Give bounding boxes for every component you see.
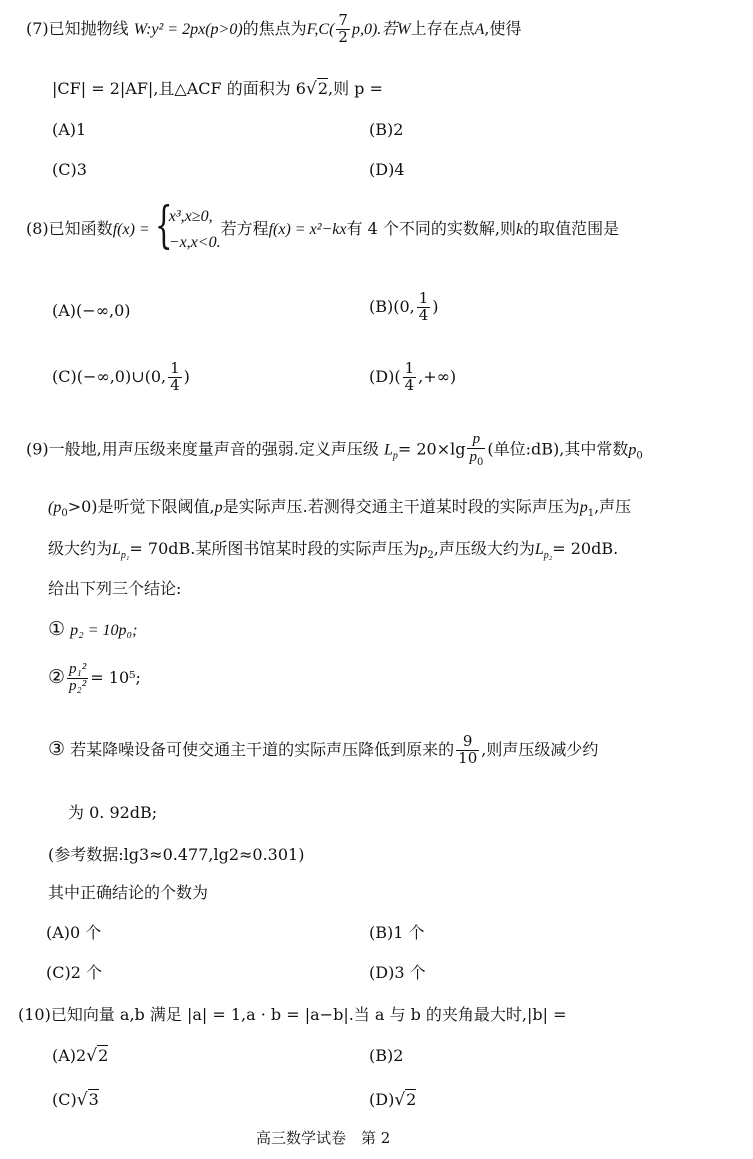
q7-option-b[interactable]: (B)2 [369,120,404,139]
q9-option-a[interactable]: (A)0 个 [46,923,102,942]
q9-reference-data: (参考数据:lg3≈0.477,lg2≈0.301) [48,845,305,864]
q8-case-1: x³,x≥0, [168,208,213,225]
q8-text-3: 有 4 个不同的实数解,则 [346,219,516,239]
q7-text-4: 上存在点 [410,18,475,38]
q8-option-a[interactable]: (A)(−∞,0) [52,301,131,320]
q8-k: k [515,221,524,239]
q8-piecewise: { x³,x≥0, −x,x<0. [154,196,221,254]
q7-text-1: 已知抛物线 [48,18,129,38]
q9-conclusion-3: ③ 若某降噪设备可使交通主干道的实际声压降低到原来的 $\frac{9}{10}$ ,则声压级减少约 [48,732,599,767]
q7-curve-name-2: W [397,20,411,38]
q7-equation: :y² = 2px(p>0) [146,20,243,38]
q9-conclusion-1: ① p₂ = 10p₀; [48,618,138,640]
q7-text-5: ,使得 [484,18,522,38]
q9-line3: 级大约为$L_{p_1}= 70dB$.某所图书馆某时段的实际声压为$p_2$,声压级大约为$L_{p_2}= 20dB$. [48,539,619,561]
q8-case-2: −x,x<0. [168,233,221,251]
q9-option-d[interactable]: (D)3 个 [369,963,426,982]
q10-option-a[interactable]: (A)2√2 [52,1046,109,1066]
q8-line1 [26,196,620,255]
q7-line2-radicand: 2 [317,79,328,98]
q7-number: (7) [26,18,49,38]
q8-text-4: 的取值范围是 [523,219,620,239]
q8-text-1: 已知函数 [48,219,113,239]
q7-option-c[interactable]: (C)3 [52,160,87,179]
q9-option-b[interactable]: (B)1 个 [369,923,425,942]
q7-line1 [26,13,522,46]
q9-prompt: 给出下列三个结论: [48,579,182,598]
q8-text-2: 若方程 [220,219,269,239]
q10-option-b[interactable]: (B)2 [369,1046,404,1065]
q10-option-d[interactable]: (D)√2 [369,1090,417,1110]
q8-option-b[interactable]: (B)(0, $\frac{1}{4}$ ) [369,289,439,324]
q10-text: 已知向量 a,b 满足 |a| = 1,a · b = |a−b|.当 a 与 b 的夹角最大时,|b| = [50,1005,567,1024]
q7-c-fraction: $\frac{7}{2}$ [338,11,348,46]
q9-formula-fraction: $\frac{p}{p_0}$ [469,431,484,468]
q9-number: (9) [26,439,49,459]
q10-line1 [18,1002,567,1025]
q8-function: f(x) = [112,221,150,239]
q9-line2: $(p_0>0)$是听觉下限阈值,p是实际声压.若测得交通主干道某时段的实际声压为$p_1$,声压 [48,497,632,519]
q7-c-suffix: p,0).若 [351,20,398,38]
q9-conclusion-2: ② $\frac{\text{p₁²}}{\text{p₂²}}$ = 10⁵; [48,661,141,694]
q7-option-d[interactable]: (D)4 [369,160,405,179]
q7-line2: |CF| = 2|AF|,且△ACF 的面积为 6√2,则 p = [52,79,383,99]
q8-option-d[interactable]: (D)( $\frac{1}{4}$ ,+∞) [369,359,457,394]
q7-line2-pre: |CF| = 2|AF|,且△ACF 的面积为 6 [52,79,306,98]
q7-curve-name: W [133,20,147,38]
q8-option-c[interactable]: (C)(−∞,0)∪(0, $\frac{1}{4}$ ) [52,359,190,394]
q7-c-prefix: ,C( [314,20,335,38]
q7-point-a: A [474,20,485,38]
q8-number: (8) [26,219,49,239]
q7-text-2: 的焦点为 [242,18,307,38]
q7-option-a[interactable]: (A)1 [52,120,87,139]
q10-number: (10) [18,1005,51,1024]
page-footer: 高三数学试卷 第 2 [256,1129,391,1147]
q9-option-c[interactable]: (C)2 个 [46,963,102,982]
q7-point-f: F [306,20,315,38]
q9-line1: (9)一般地,用声压级来度量声音的强弱.定义声压级 $L_p= 20\times\lg$ $\frac{p}{p_0}$ (单位:dB),其中常数$p_0$ [26,431,643,468]
q9-conclusion-3-cont: 为 0. 92dB; [68,803,158,822]
q9-question: 其中正确结论的个数为 [48,883,209,902]
q10-option-c[interactable]: (C)√3 [52,1090,99,1110]
q8-equation: f(x) = x²−kx [268,221,347,239]
q7-line2-post: ,则 p = [328,79,383,98]
